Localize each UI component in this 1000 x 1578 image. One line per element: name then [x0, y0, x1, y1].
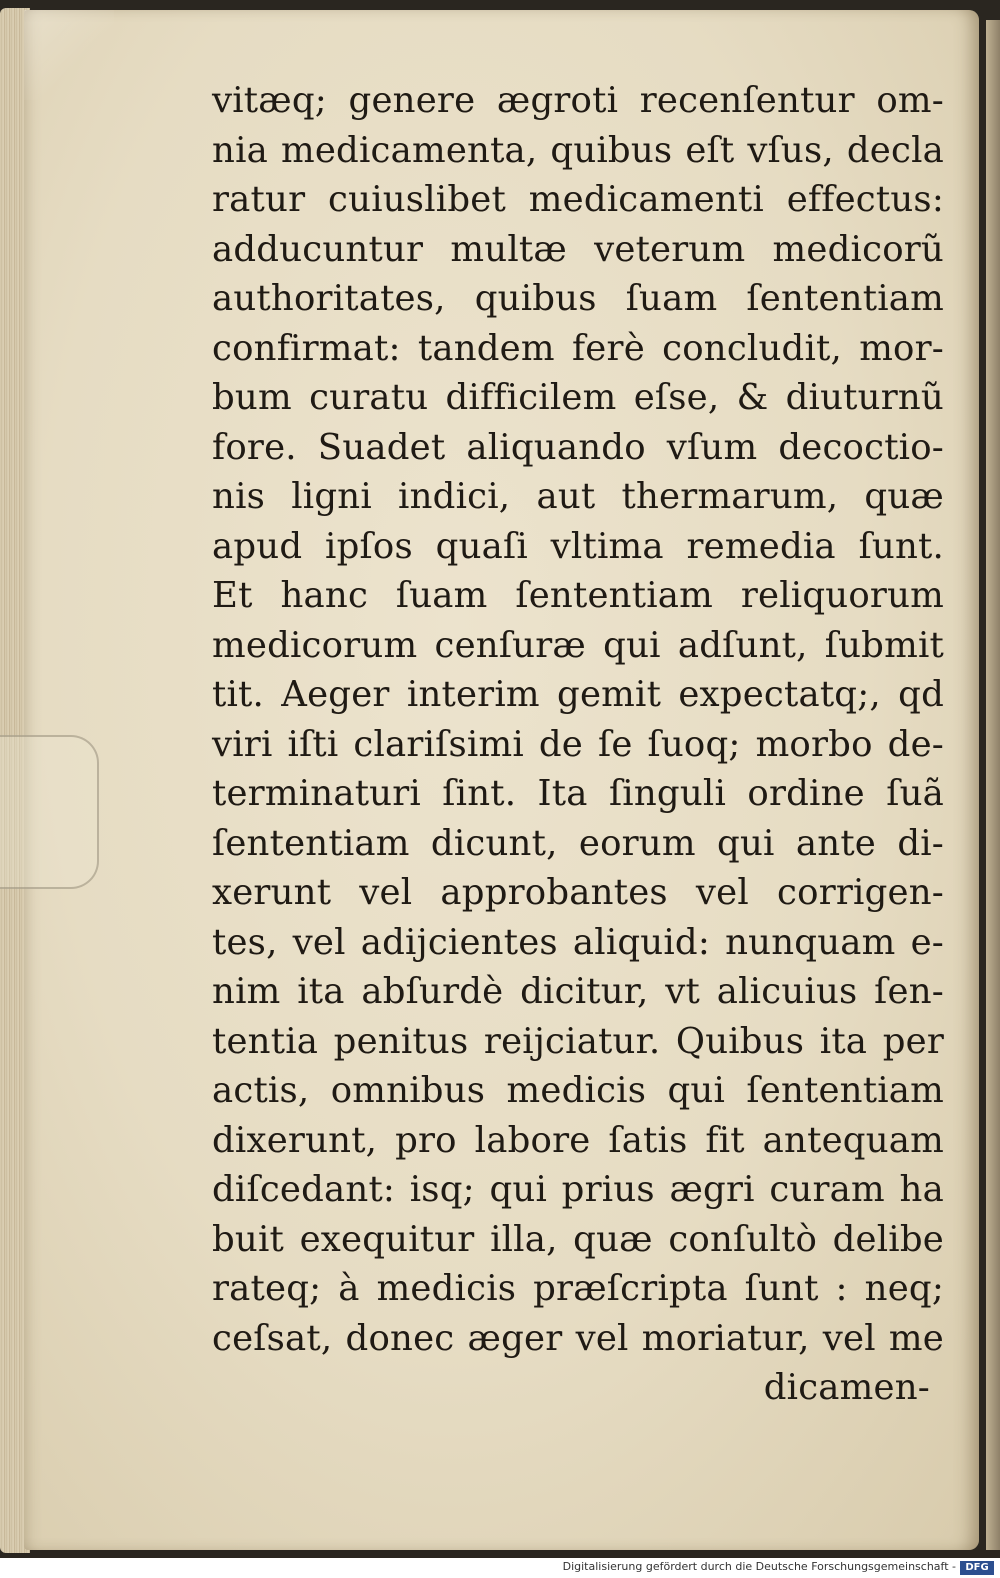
- text-line: authoritates, quibus ſuam ſententiam: [212, 278, 944, 319]
- body-text: [212, 76, 944, 1413]
- text-line: xerunt vel approbantes vel corrigen-: [212, 872, 944, 913]
- text-line: terminaturi ſint. Ita ſinguli ordine ſuã: [212, 773, 944, 814]
- text-line: tentia penitus reijciatur. Quibus ita per: [212, 1020, 944, 1062]
- text-line: diſcedant: isq; qui prius ægri curam ha: [212, 1169, 944, 1210]
- text-line: confirmat: tandem ferè concludit, mor-: [212, 327, 944, 369]
- text-line: buit exequitur illa, quæ conſultò delibe: [212, 1218, 944, 1260]
- funding-credit: Digitalisierung gefördert durch die Deutsche Forschungsgemeinschaft -: [562, 1560, 956, 1573]
- text-line: vitæq; genere ægroti recenſentur om-: [212, 80, 944, 121]
- text-line: apud ipſos quaſi vltima remedia ſunt.: [212, 525, 944, 567]
- text-line: bum curatu difficilem eſse, & diuturnũ: [212, 377, 944, 418]
- catchword: dicamen-: [763, 1367, 930, 1408]
- text-line: actis, omnibus medicis qui ſententiam: [212, 1070, 944, 1111]
- footer-bar: [0, 1558, 1000, 1578]
- text-line: Et hanc ſuam ſententiam reliquorum: [212, 575, 944, 616]
- text-line: adducuntur multæ veterum medicorũ: [212, 228, 944, 270]
- text-line: fore. Suadet aliquando vſum decoctio-: [212, 426, 944, 468]
- text-line: nis ligni indici, aut thermarum, quæ: [212, 476, 944, 517]
- text-line: nim ita abſurdè dicitur, vt alicuius ſen-: [212, 971, 944, 1012]
- page-gutter-edge: [986, 20, 1000, 1550]
- text-line: medicorum cenſuræ qui adſunt, ſubmit: [212, 624, 944, 666]
- text-line: nia medicamenta, quibus eſt vſus, decla: [212, 129, 944, 171]
- text-line: viri iſti clariſsimi de ſe ſuoq; morbo de-: [212, 723, 944, 765]
- page-corner-fold: [24, 10, 114, 100]
- text-line: dixerunt, pro labore ſatis fit antequam: [212, 1119, 944, 1161]
- text-line: ceſsat, donec æger vel moriatur, vel me: [212, 1317, 944, 1359]
- bookmark-tab: [0, 735, 99, 889]
- text-line: ſententiam dicunt, eorum qui ante di-: [212, 822, 944, 864]
- text-line: rateq; à medicis præſcripta ſunt : neq;: [212, 1268, 944, 1309]
- text-line: tes, vel adijcientes aliquid: nunquam e-: [212, 921, 944, 963]
- text-line: tit. Aeger interim gemit expectatq;, qd: [212, 674, 944, 715]
- dfg-logo: DFG: [960, 1561, 994, 1575]
- text-line: ratur cuiuslibet medicamenti effectus:: [212, 179, 944, 220]
